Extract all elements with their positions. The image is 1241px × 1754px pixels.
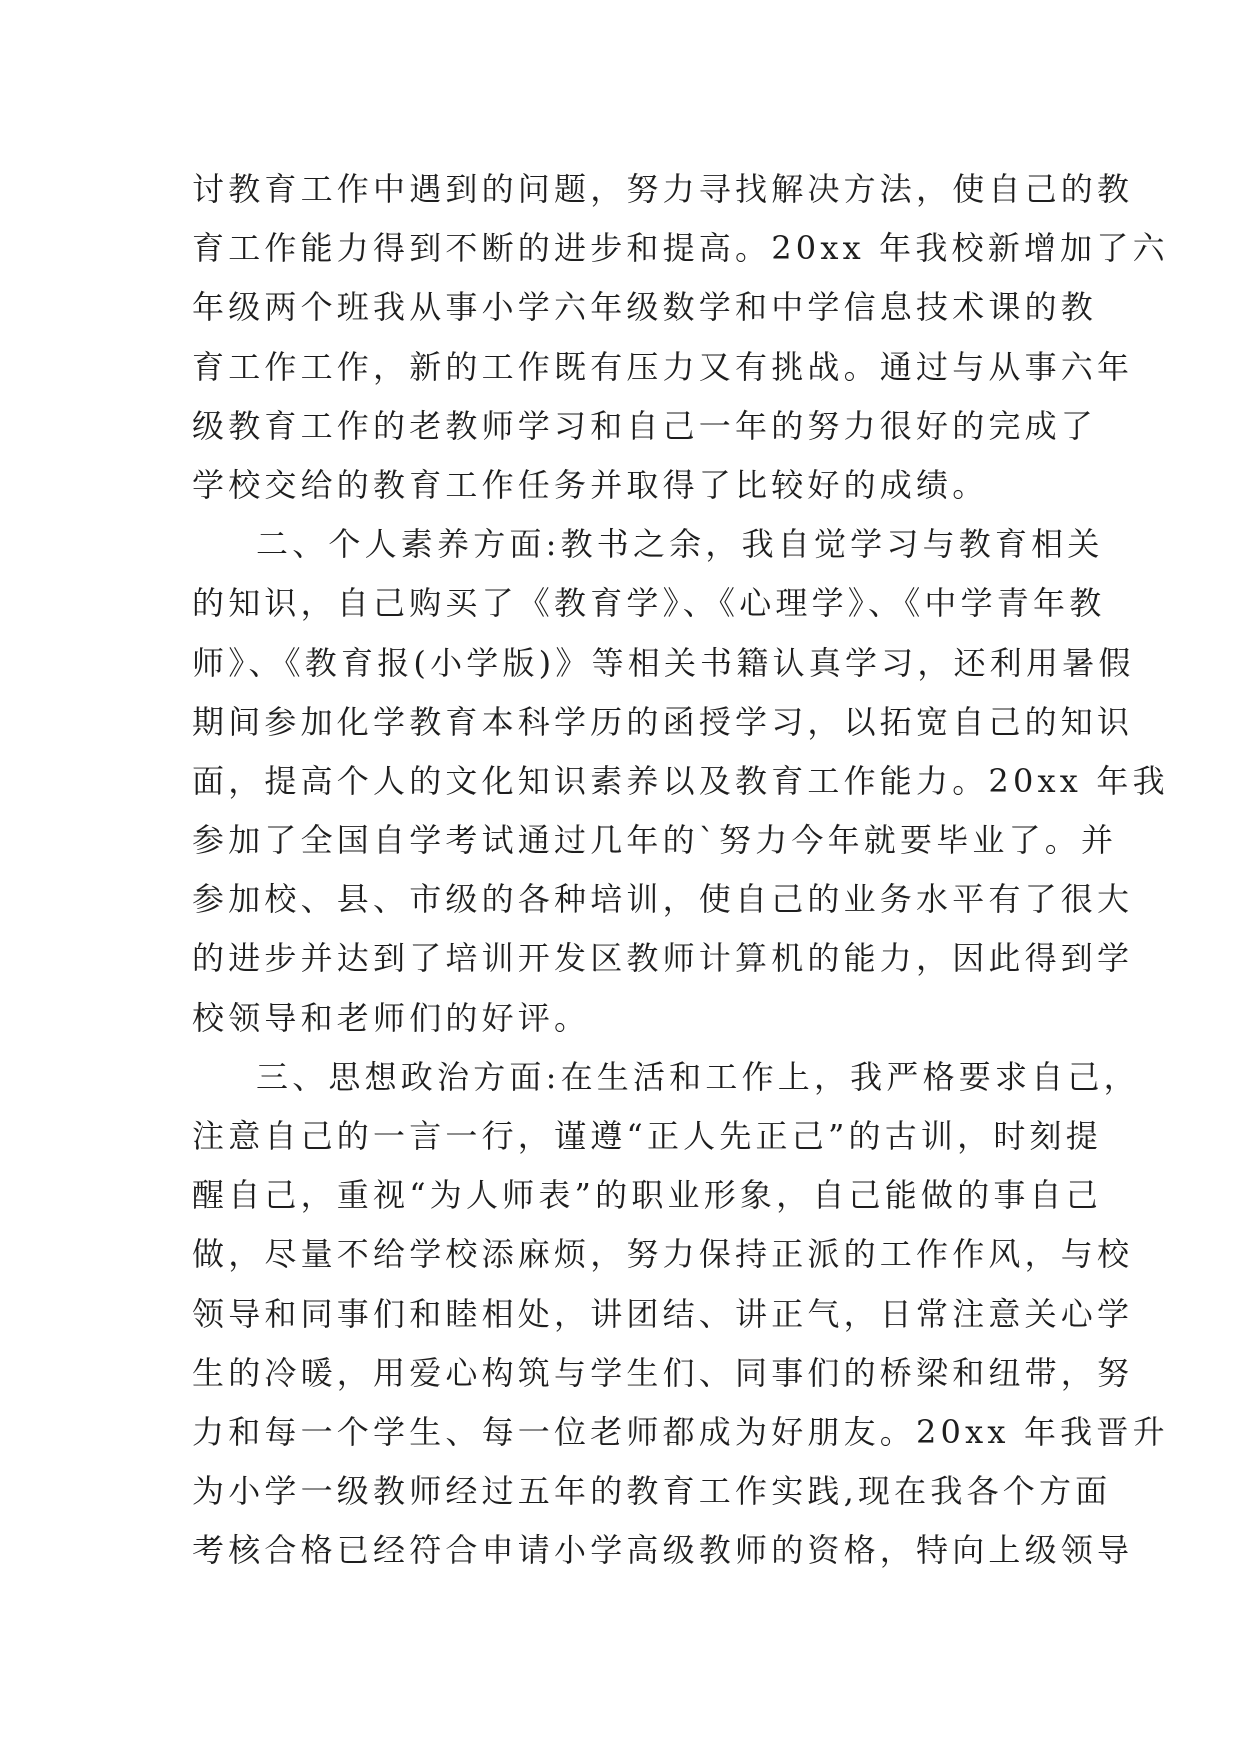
text-line: 讨教育工作中遇到的问题，努力寻找解决方法，使自己的教 xyxy=(192,170,1134,208)
text-line: 醒自己，重视“为人师表”的职业形象，自己能做的事自己 xyxy=(192,1176,1102,1215)
text-line: 级教育工作的老教师学习和自己一年的努力很好的完成了 xyxy=(192,406,1098,445)
text-line: 注意自己的一言一行，谨遵“正人先正己”的古训，时刻提 xyxy=(192,1117,1102,1155)
text-line: 年级两个班我从事小学六年级数学和中学信息技术课的教 xyxy=(192,288,1098,327)
text-line: 育工作工作，新的工作既有压力又有挑战。通过与从事六年 xyxy=(192,347,1134,386)
text-line: 师》、《教育报(小学版)》等相关书籍认真学习，还利用暑假 xyxy=(192,643,1135,682)
text-line: 育工作能力得到不断的进步和提高。20xx 年我校新增加了六 xyxy=(192,229,1169,268)
text-line: 做，尽量不给学校添麻烦，努力保持正派的工作作风，与校 xyxy=(192,1235,1134,1274)
text-line: 学校交给的教育工作任务并取得了比较好的成绩。 xyxy=(192,465,989,504)
text-line: 期间参加化学教育本科学历的函授学习，以拓宽自己的知识 xyxy=(192,702,1134,741)
text-line: 考核合格已经符合申请小学高级教师的资格，特向上级领导 xyxy=(192,1531,1134,1570)
text-line: 生的冷暖，用爱心构筑与学生们、同事们的桥梁和纽带，努 xyxy=(192,1353,1134,1392)
text-line: 面，提高个人的文化知识素养以及教育工作能力。20xx 年我 xyxy=(192,761,1169,800)
text-line: 领导和同事们和睦相处，讲团结、讲正气，日常注意关心学 xyxy=(192,1294,1134,1333)
document-body xyxy=(192,160,1169,1581)
text-line: 校领导和老师们的好评。 xyxy=(192,998,591,1037)
text-line: 力和每一个学生、每一位老师都成为好朋友。20xx 年我晋升 xyxy=(192,1412,1169,1451)
text-line: 参加校、县、市级的各种培训，使自己的业务水平有了很大 xyxy=(192,880,1134,919)
paragraph-start-line: 二、个人素养方面:教书之余，我自觉学习与教育相关 xyxy=(256,525,1104,564)
text-line: 的知识，自己购买了《教育学》、《心理学》、《中学青年教 xyxy=(192,584,1106,623)
paragraph-start-line: 三、思想政治方面:在生活和工作上，我严格要求自己， xyxy=(256,1057,1140,1096)
text-line: 的进步并达到了培训开发区教师计算机的能力，因此得到学 xyxy=(192,939,1134,978)
text-line: 参加了全国自学考试通过几年的`努力今年就要毕业了。并 xyxy=(192,821,1118,860)
text-line: 为小学一级教师经过五年的教育工作实践,现在我各个方面 xyxy=(192,1472,1112,1511)
